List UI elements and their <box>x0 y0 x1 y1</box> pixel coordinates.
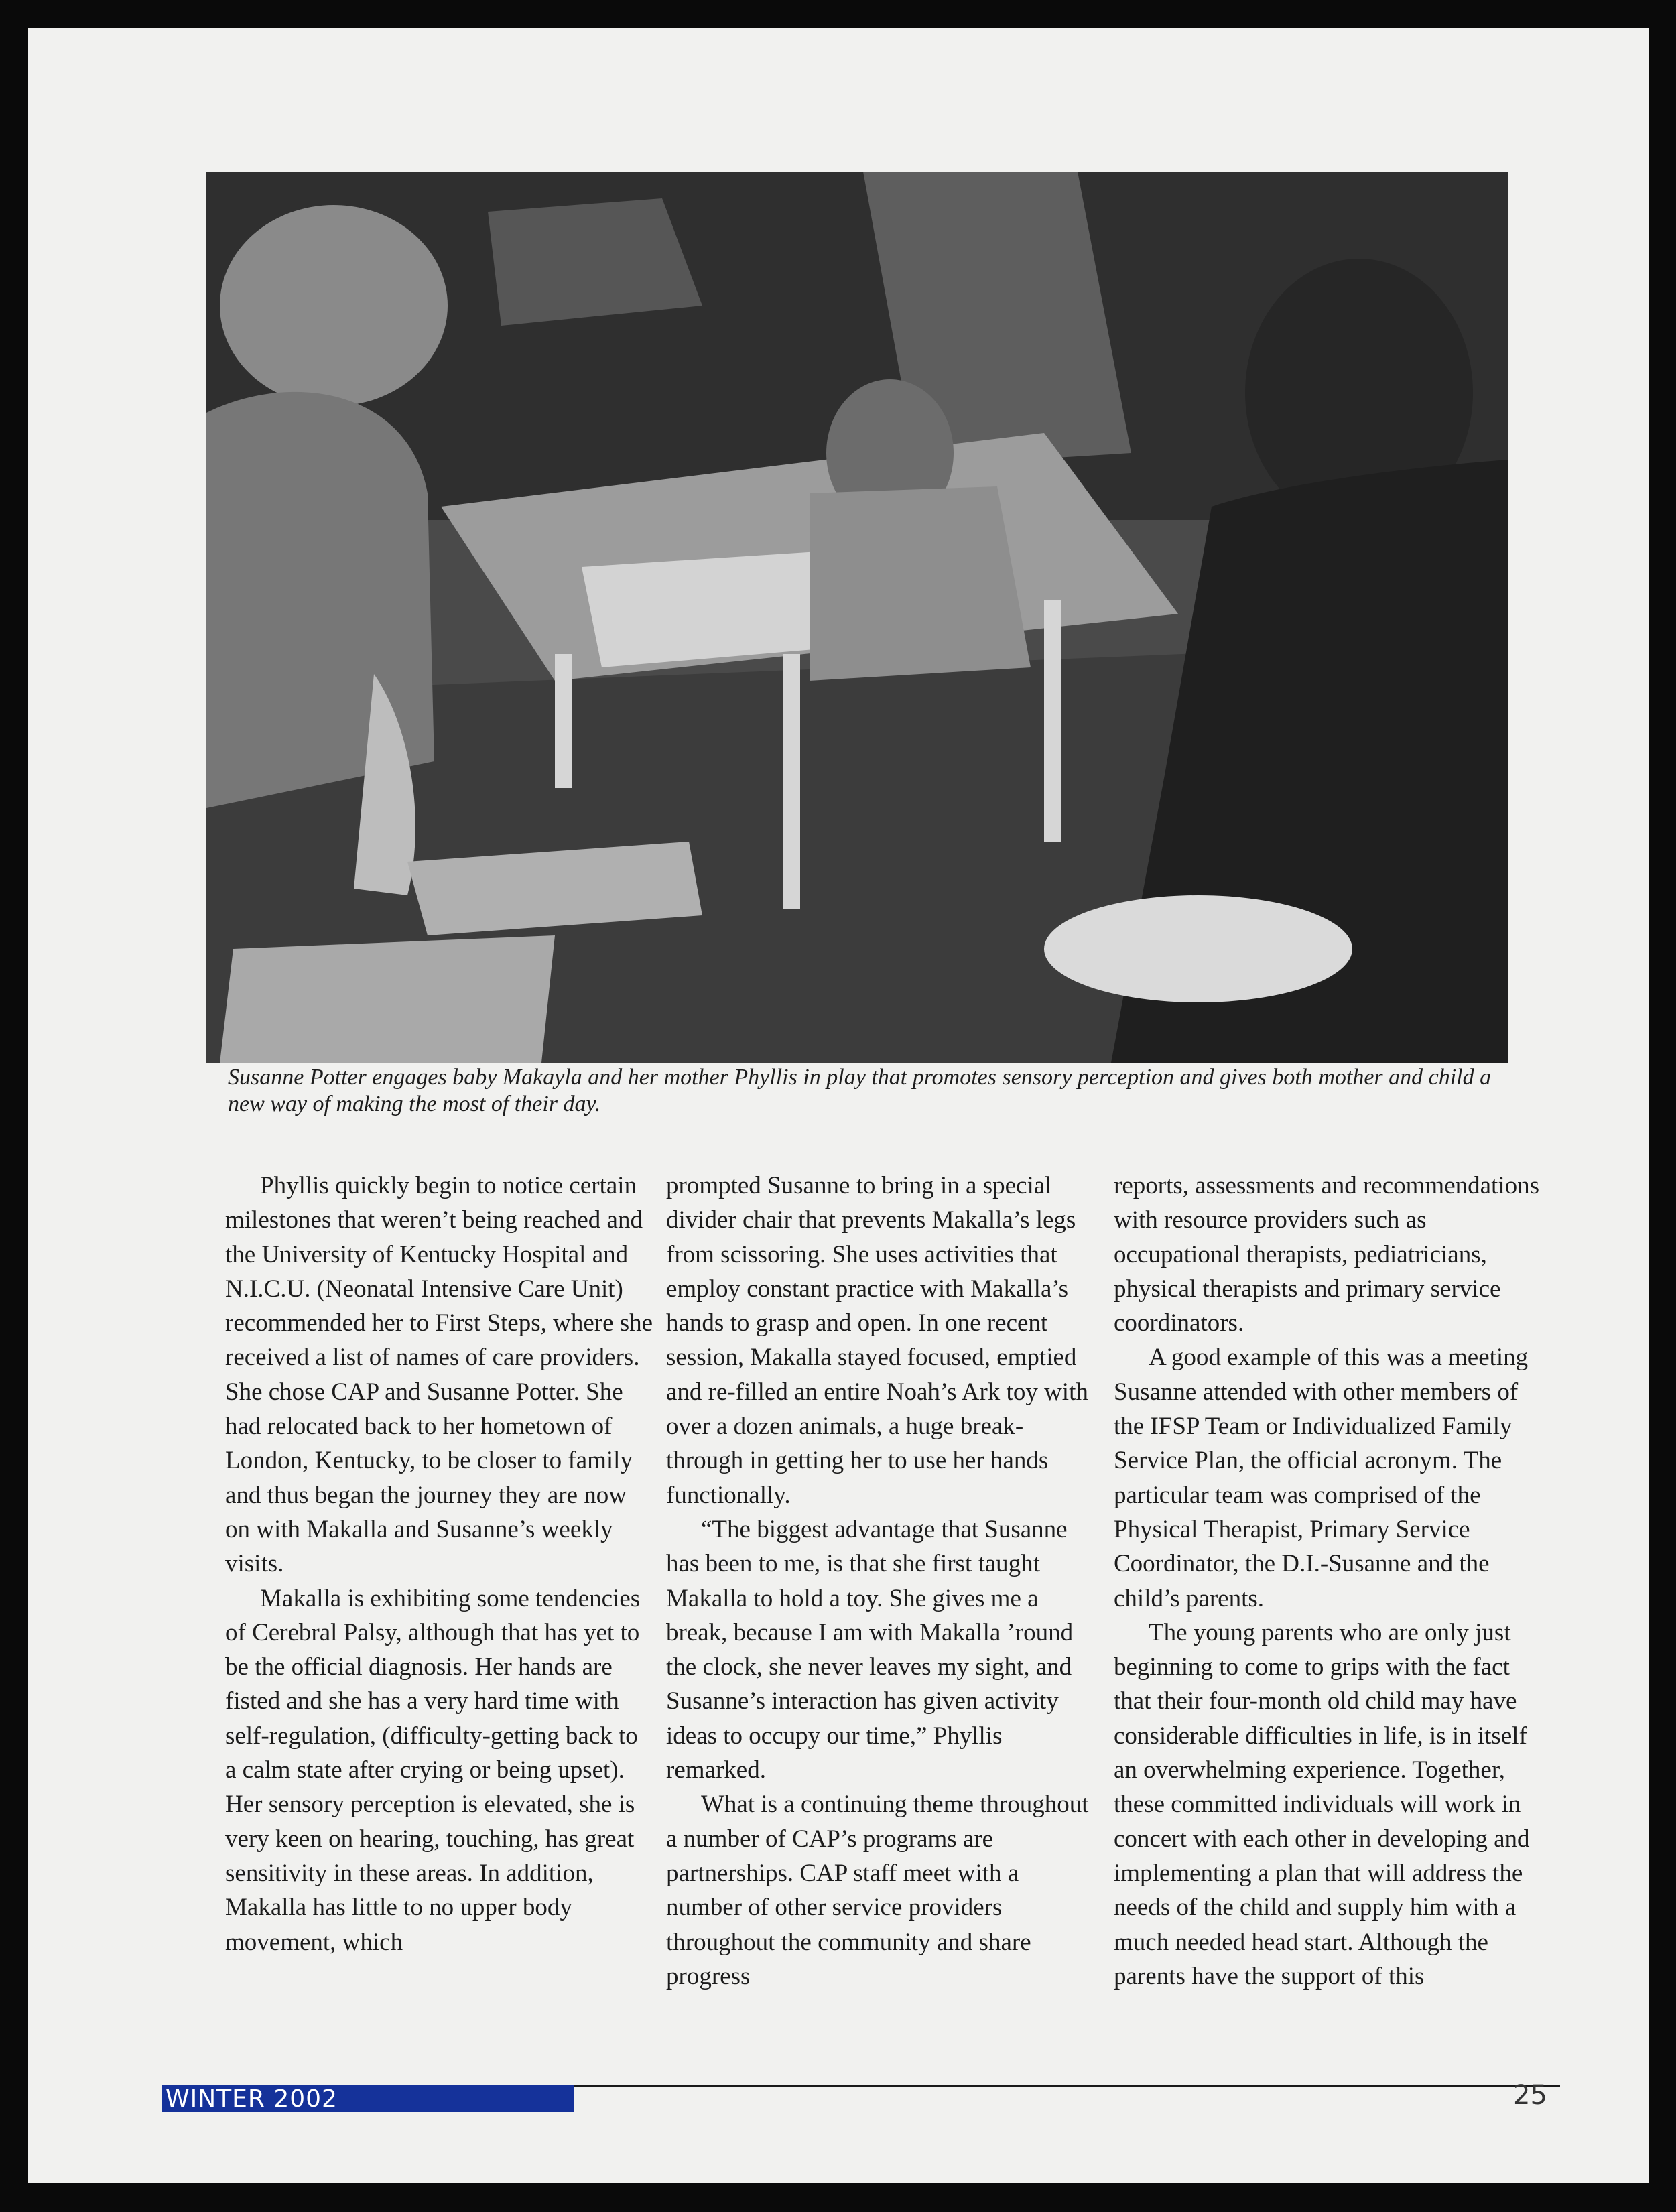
text-column-2 <box>666 1169 1095 1994</box>
magazine-page <box>28 28 1649 2183</box>
footer-issue-bar <box>162 2085 574 2112</box>
photo-caption: Susanne Potter engages baby Makayla and her mother Phyllis in play that promotes sensory perception and gives both mother and child a new way of making the most of their day. <box>228 1065 1492 1116</box>
paragraph: The young parents who are only just beginning to come to grips with the fact that their four-month old child may have considerable difficulties in life, is in itself an overwhelming experience. Together, these committed individuals will work in concert with each other in developing and implementing a plan that will address the needs of the child and supply him with a much needed head start. Although the parents have the support of this <box>1114 1618 1530 1990</box>
paragraph: Phyllis quickly begin to notice certain milestones that weren’t being reached and the University of Kentucky Hospital and N.I.C.U. (Neonatal Intensive Care Unit) recommended her to First Steps, where she received a list of names of care providers. She chose CAP and Susanne Potter. She had relocated back to her hometown of London, Kentucky, to be closer to family and thus began the journey they are now on with Makalla and Susanne’s weekly visits. <box>225 1172 653 1578</box>
issue-label: WINTER 2002 <box>166 2085 338 2113</box>
paragraph: “The biggest advantage that Susanne has been to me, is that she first taught Makalla to hold a toy. She gives me a break, because I am with Makalla ’round the clock, she never leaves my sight, and Susanne’s interaction has given activity ideas to occupy our time,” Phyllis remarked. <box>666 1515 1074 1784</box>
paragraph: Makalla is exhibiting some tendencies of Cerebral Palsy, although that has yet to be the official diagnosis. Her hands are fisted and she has a very hard time with self-regulation, (difficulty-getting back to a calm state after crying or being upset). Her sensory perception is elevated, she is very keen on hearing, touching, has great sensitivity in these areas. In addition, Makalla has little to no upper body movement, which <box>225 1584 641 1956</box>
paragraph: prompted Susanne to bring in a special divider chair that prevents Makalla’s legs from scissoring. She uses activities that employ constant practice with Makalla’s hands to grasp and open. In one recent session, Makalla stayed focused, emptied and re-filled an entire Noah’s Ark toy with over a dozen animals, a huge break-through in getting her to use her hands functionally. <box>666 1172 1088 1509</box>
photo-illustration <box>206 172 1508 1063</box>
paragraph: What is a continuing theme throughout a number of CAP’s programs are partnerships. CAP staff meet with a number of other service providers throughout the community and share progress <box>666 1791 1089 1990</box>
photo <box>206 172 1508 1063</box>
page-number: 25 <box>1513 2080 1547 2111</box>
paragraph: reports, assessments and recommendations with resource providers such as occupational therapists, pediatricians, physical therapists and primary service coordinators. <box>1114 1172 1540 1338</box>
text-column-1 <box>225 1169 654 1959</box>
paragraph: A good example of this was a meeting Susanne attended with other members of the IFSP Team or Individualized Family Service Plan, the official acronym. The particular team was comprised of the Physical Therapist, Primary Service Coordinator, the D.I.-Susanne and the child’s parents. <box>1114 1344 1529 1612</box>
text-column-3 <box>1114 1169 1543 1994</box>
footer-rule <box>574 2085 1560 2087</box>
